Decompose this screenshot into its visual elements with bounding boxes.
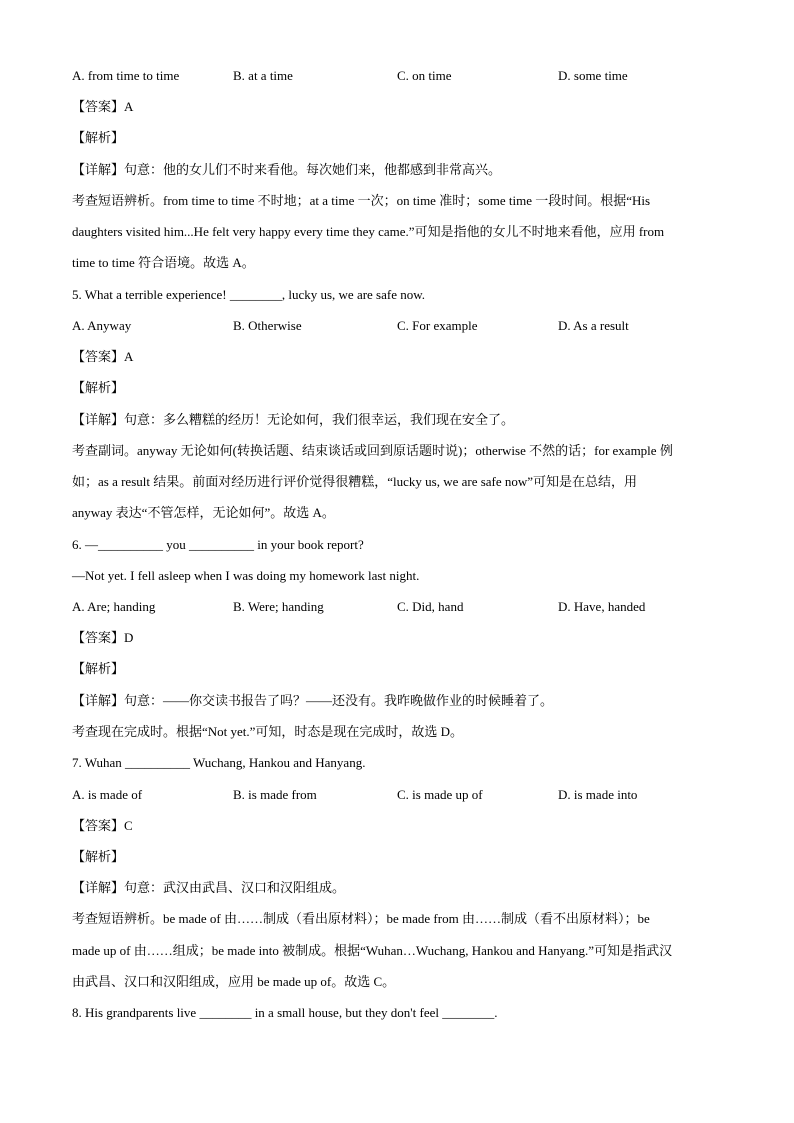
q5-explanation-line: anyway 表达“不管怎样，无论如何”。故选 A。 bbox=[72, 505, 335, 520]
q6-option-d: D. Have, handed bbox=[558, 599, 646, 614]
q4-detail: 【详解】句意：他的女儿们不时来看他。每次她们来，他都感到非常高兴。 bbox=[72, 162, 502, 177]
q7-analysis-label: 【解析】 bbox=[72, 849, 125, 864]
q5-answer: 【答案】A bbox=[72, 349, 134, 364]
q7-option-c: C. is made up of bbox=[397, 787, 483, 802]
q5-option-b: B. Otherwise bbox=[233, 318, 302, 333]
q6-option-a: A. Are; handing bbox=[72, 599, 156, 614]
q4-explanation-line: time to time 符合语境。故选 A。 bbox=[72, 255, 255, 270]
q5-analysis-label: 【解析】 bbox=[72, 380, 125, 395]
q7-answer: 【答案】C bbox=[72, 818, 133, 833]
q7-explanation-line: 由武昌、汉口和汉阳组成，应用 be made up of。故选 C。 bbox=[72, 974, 396, 989]
q6-explanation-line: 考查现在完成时。根据“Not yet.”可知，时态是现在完成时，故选 D。 bbox=[72, 724, 464, 739]
q5-option-a: A. Anyway bbox=[72, 318, 132, 333]
q5-option-d: D. As a result bbox=[558, 318, 629, 333]
q4-explanation-line: 考查短语辨析。from time to time 不时地；at a time 一次；on time 准时；some time 一段时间。根据“His bbox=[72, 193, 651, 208]
q4-option-d: D. some time bbox=[558, 68, 628, 83]
q7-detail: 【详解】句意：武汉由武昌、汉口和汉阳组成。 bbox=[72, 880, 346, 895]
q6-reply: —Not yet. I fell asleep when I was doing my homework last night. bbox=[72, 568, 420, 583]
q6-option-b: B. Were; handing bbox=[233, 599, 324, 614]
q4-explanation-line: daughters visited him...He felt very happy every time they came.”可知是指他的女儿不时地来看他，应用 from bbox=[72, 224, 665, 239]
q8-question: 8. His grandparents live ________ in a small house, but they don't feel ________. bbox=[72, 1005, 498, 1020]
q4-option-c: C. on time bbox=[397, 68, 452, 83]
q4-option-a: A. from time to time bbox=[72, 68, 180, 83]
q6-answer: 【答案】D bbox=[72, 630, 134, 645]
q7-option-b: B. is made from bbox=[233, 787, 317, 802]
q6-option-c: C. Did, hand bbox=[397, 599, 464, 614]
q7-question: 7. Wuhan __________ Wuchang, Hankou and Hanyang. bbox=[72, 755, 366, 770]
q5-explanation-line: 如；as a result 结果。前面对经历进行评价觉得很糟糕，“lucky us, we are safe now”可知是在总结，用 bbox=[72, 474, 638, 489]
q5-explanation-line: 考查副词。anyway 无论如何(转换话题、结束谈话或回到原话题时说)；otherwise 不然的话；for example 例 bbox=[72, 443, 673, 458]
q6-question: 6. —__________ you __________ in your book report? bbox=[72, 537, 364, 552]
q7-option-d: D. is made into bbox=[558, 787, 638, 802]
q5-detail: 【详解】句意：多么糟糕的经历！无论如何，我们很幸运，我们现在安全了。 bbox=[72, 412, 515, 427]
q7-option-a: A. is made of bbox=[72, 787, 143, 802]
q4-analysis-label: 【解析】 bbox=[72, 130, 125, 145]
q5-option-c: C. For example bbox=[397, 318, 478, 333]
q6-analysis-label: 【解析】 bbox=[72, 661, 125, 676]
q5-question: 5. What a terrible experience! ________, lucky us, we are safe now. bbox=[72, 287, 426, 302]
q6-detail: 【详解】句意：——你交读书报告了吗？——还没有。我昨晚做作业的时候睡着了。 bbox=[72, 693, 554, 708]
q7-explanation-line: made up of 由……组成；be made into 被制成。根据“Wuhan…Wuchang, Hankou and Hanyang.”可知是指武汉 bbox=[72, 943, 673, 958]
q4-option-b: B. at a time bbox=[233, 68, 293, 83]
q4-answer: 【答案】A bbox=[72, 99, 134, 114]
q7-explanation-line: 考查短语辨析。be made of 由……制成（看出原材料）；be made from 由……制成（看不出原材料）；be bbox=[72, 911, 650, 926]
